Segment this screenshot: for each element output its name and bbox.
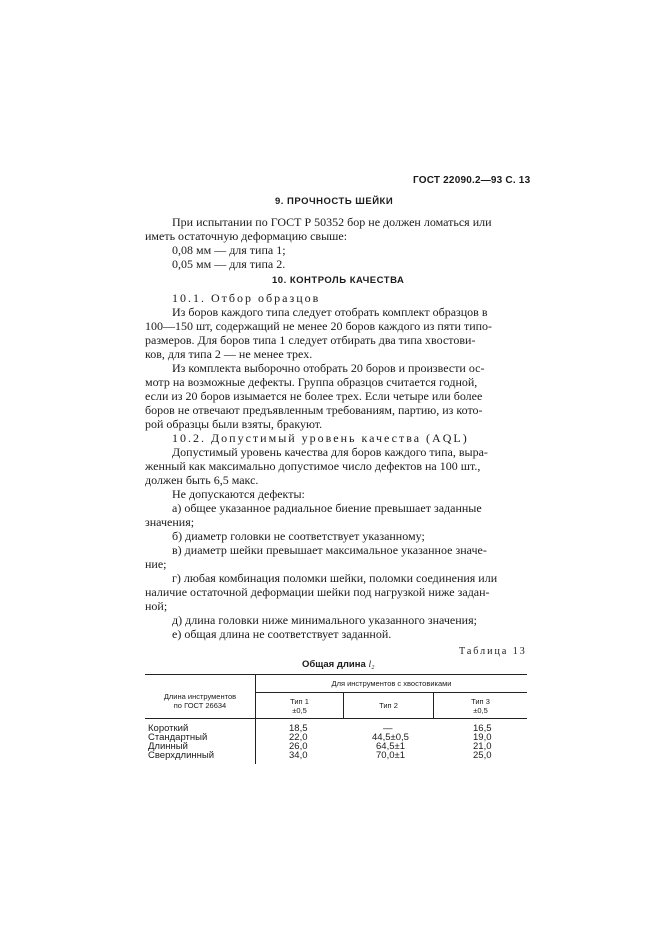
text-line: иметь остаточную деформацию свыше: — [145, 229, 348, 243]
table-top-rule — [145, 674, 527, 675]
text-line: Из боров каждого типа следует отобрать комплект образцов в — [172, 305, 488, 319]
table-group-rule — [256, 692, 527, 693]
table-cell-name: Сверхдлинный — [148, 750, 215, 761]
table-cell-t1: 22,0 — [289, 732, 308, 743]
defect-item: значения; — [145, 515, 195, 529]
text-line: боров не отвечают предъявленным требованиям, партию, из кото- — [145, 403, 483, 417]
defect-item: ной; — [145, 599, 168, 613]
table-caption: Таблица 13 — [459, 646, 527, 657]
table-cell-t3: 19,0 — [473, 732, 492, 743]
table-cell-name: Длинный — [148, 741, 188, 752]
text-line: женный как максимально допустимое число дефектов на 100 шт., — [145, 459, 481, 473]
table-cell-t2: 70,0±1 — [376, 750, 405, 761]
defect-item: а) общее указанное радиальное биение превышает заданные — [172, 501, 482, 515]
table-cell-t3: 16,5 — [473, 723, 492, 734]
subsection-10-2-title: 10.2. Допустимый уровень качества (AQL) — [172, 431, 469, 445]
table-header-bottom-rule — [145, 718, 527, 719]
defect-item: б) диаметр головки не соответствует указанному; — [172, 529, 425, 543]
table-cell-t3: 21,0 — [473, 741, 492, 752]
table-cell-t1: 18,5 — [289, 723, 308, 734]
table-cell-t3: 25,0 — [473, 750, 492, 761]
table-cell-t1: 34,0 — [289, 750, 308, 761]
text-line: Допустимый уровень качества для боров каждого типа, выра- — [172, 445, 488, 459]
table-cell-t2: 44,5±0,5 — [372, 732, 409, 743]
text-line: должен быть 6,5 макс. — [145, 473, 259, 487]
defect-item: е) общая длина не соответствует заданной. — [172, 627, 392, 641]
section-9-title: 9. ПРОЧНОСТЬ ШЕЙКИ — [275, 196, 394, 207]
col-header-type2: Тип 2 — [379, 701, 398, 710]
text-line: мотр на возможные дефекты. Группа образцов считается годной, — [145, 375, 478, 389]
col-header-type1: Тип 1 ±0,5 — [290, 697, 309, 715]
subsection-10-1-title: 10.1. Отбор образцов — [172, 291, 321, 305]
text-line: При испытании по ГОСТ Р 50352 бор не должен ломаться или — [172, 215, 492, 229]
table-cell-t2: 64,5±1 — [376, 741, 405, 752]
text-line: 0,08 мм — для типа 1; — [172, 243, 286, 257]
col-header-type3: Тип 3 ±0,5 — [471, 697, 490, 715]
text-line: 100—150 шт, содержащий не менее 20 боров каждого из пяти типо- — [145, 319, 493, 333]
table-cell-name: Короткий — [148, 723, 189, 734]
defect-item: наличие остаточной деформации шейки под нагрузкой ниже задан- — [145, 585, 490, 599]
table-cell-name: Стандартный — [148, 732, 208, 743]
table-title: Общая длина l₂ — [302, 659, 375, 670]
col-header-group: Для инструментов с хвостовиками — [331, 679, 452, 688]
text-line: рой образцы были взяты, бракуют. — [145, 417, 323, 431]
defect-item: д) длина головки ниже минимального указанного значения; — [172, 613, 477, 627]
table-cell-t2: — — [383, 723, 393, 734]
text-line: ков, для типа 2 — не менее трех. — [145, 347, 313, 361]
text-line: Из комплекта выборочно отобрать 20 боров и произвести ос- — [172, 361, 485, 375]
defect-item: г) любая комбинация поломки шейки, поломки соединения или — [172, 571, 498, 585]
page-header-ref: ГОСТ 22090.2—93 С. 13 — [413, 175, 531, 186]
defect-item: ние; — [145, 557, 167, 571]
section-10-title: 10. КОНТРОЛЬ КАЧЕСТВА — [272, 275, 405, 286]
col-header-length: Длина инструментов по ГОСТ 26634 — [163, 692, 237, 710]
text-line: размеров. Для боров типа 1 следует отбирать два типа хвостови- — [145, 333, 476, 347]
text-line: если из 20 боров изымается не более трех. Если четыре или более — [145, 389, 483, 403]
text-line: 0,05 мм — для типа 2. — [172, 257, 286, 271]
defects-intro: Не допускаются дефекты: — [172, 487, 305, 501]
table-cell-t1: 26,0 — [289, 741, 308, 752]
defect-item: в) диаметр шейки превышает максимальное указанное значе- — [172, 543, 487, 557]
